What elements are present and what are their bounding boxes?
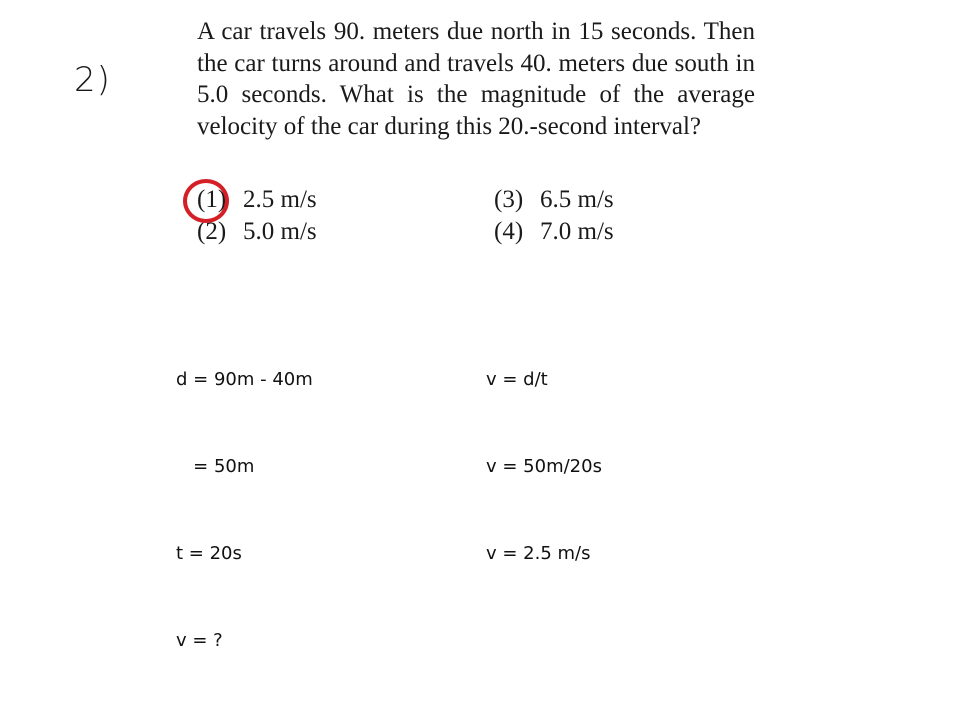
work-left-line: = 50m	[176, 456, 255, 477]
work-right-line: v = 50m/20s	[486, 456, 602, 477]
choice-3	[494, 186, 614, 214]
answer-circle-mark	[183, 179, 229, 223]
work-left	[176, 307, 313, 713]
work-right-line: v = d/t	[486, 369, 548, 390]
work-left-line: v = ?	[176, 630, 223, 651]
work-right	[486, 307, 602, 626]
choice-4	[494, 218, 614, 246]
work-left-line: t = 20s	[176, 543, 242, 564]
work-right-line: v = 2.5 m/s	[486, 543, 591, 564]
choice-3-text: 6.5 m/s	[540, 186, 614, 213]
choice-2-text: 5.0 m/s	[243, 218, 317, 245]
choice-4-text: 7.0 m/s	[540, 218, 614, 245]
choice-3-number: (3)	[494, 186, 524, 213]
work-left-line: d = 90m - 40m	[176, 369, 313, 390]
choice-1-text: 2.5 m/s	[243, 186, 317, 213]
choice-2-number: (2)	[197, 218, 227, 245]
choice-4-number: (4)	[494, 218, 524, 245]
choice-2	[197, 218, 317, 246]
question-number: 2)	[74, 60, 111, 100]
question-text: A car travels 90. meters due north in 15 seconds. Then the car turns around and travels 40. meters due south in 5.0 seconds. What is the magnitude of the average velocity of the car during this 20.-second interval?	[197, 18, 755, 140]
choice-1-number: (1)	[197, 186, 227, 213]
